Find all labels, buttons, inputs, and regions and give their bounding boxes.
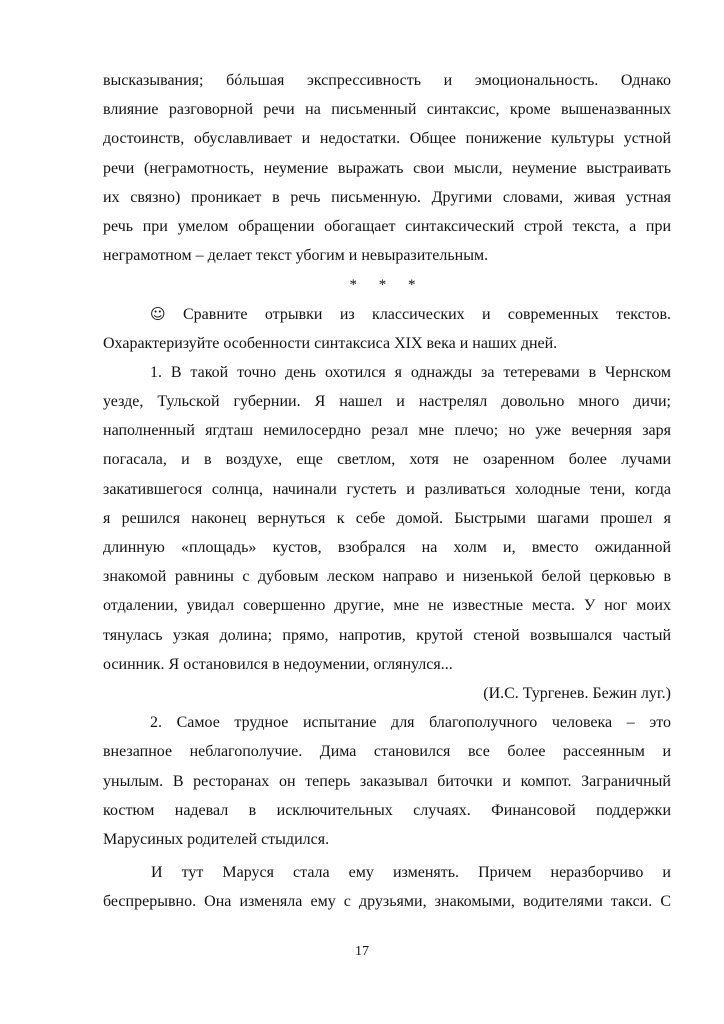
paragraph-excerpt-3 bbox=[103, 858, 671, 916]
paragraph-intro bbox=[103, 66, 671, 270]
text-line: высказывания; бóльшая экспрессивность и эмоциональность. Однако bbox=[103, 72, 671, 89]
text-line: 1. В такой точно день охотился я однажды за тетеревами в Чернском bbox=[150, 363, 671, 381]
text-line: речь при умелом обращении обогащает синтаксический строй текста, а при bbox=[103, 217, 671, 235]
text-line: погасала, и в воздухе, еще светлом, хотя не озаренном более лучами bbox=[103, 451, 671, 469]
text-line: 2. Самое трудное испытание для благополучного человека – это bbox=[150, 714, 671, 732]
task-text: Сравните отрывки из классических и современных текстов. bbox=[182, 305, 672, 323]
text-line: речи (неграмотность, неумение выражать свои мысли, неумение выстраивать bbox=[103, 159, 671, 177]
text-line: осинник. Я остановился в недоумении, оглянулся... bbox=[103, 655, 453, 673]
text-line: унылым. В ресторанах он теперь заказывал биточки и компот. Заграничный bbox=[103, 772, 671, 790]
text-line: закатившегося солнца, начинали густеть и разливаться холодные тени, когда bbox=[103, 480, 671, 498]
text-line: И тут Маруся стала ему изменять. Причем неразборчиво и bbox=[151, 864, 671, 882]
text-line: неграмотном – делает текст убогим и невыразительным. bbox=[103, 247, 489, 265]
paragraph-task bbox=[103, 300, 671, 358]
text-line: Марусиных родителей стыдился. bbox=[103, 830, 330, 848]
text-line: костюм надевал в исключительных случаях. Финансовой поддержки bbox=[103, 801, 671, 819]
smiley-icon: ☺ bbox=[150, 304, 166, 323]
document-page bbox=[103, 66, 671, 916]
text-line: тянулась узкая долина; прямо, напротив, крутой стеной возвышался частый bbox=[103, 626, 671, 644]
section-separator bbox=[103, 270, 671, 299]
paragraph-excerpt-2 bbox=[103, 708, 671, 854]
attribution: (И.С. Тургенев. Бежин луг.) bbox=[483, 684, 671, 702]
text-line: влияние разговорной речи на письменный синтаксис, кроме вышеназванных bbox=[103, 101, 671, 119]
paragraph-excerpt-1 bbox=[103, 358, 671, 679]
text-line: их связно) проникает в речь письменную. Другими словами, живая устная bbox=[103, 188, 671, 206]
text-line: внезапное неблагополучие. Дима становился все более рассеянным и bbox=[103, 743, 671, 761]
text-line: достоинств, обуславливает и недостатки. Общее понижение культуры устной bbox=[103, 130, 671, 148]
text-line: беспрерывно. Она изменяла ему с друзьями, знакомыми, водителями такси. С bbox=[103, 893, 671, 911]
text-line: я решился наконец вернуться к себе домой. Быстрыми шагами прошел я bbox=[103, 509, 671, 527]
text-line: знакомой равнины с дубовым леском направо и низенькой белой церковью в bbox=[103, 568, 671, 586]
separator-stars: * * * bbox=[349, 277, 425, 294]
text-line: Охарактеризуйте особенности синтаксиса XIX века и наших дней. bbox=[103, 334, 558, 352]
text-line: уезде, Тульской губернии. Я нашел и настрелял довольно много дичи; bbox=[103, 393, 671, 411]
page-number: 17 bbox=[355, 944, 369, 959]
text-line: длинную «площадь» кустов, взобрался на холм и, вместо ожиданной bbox=[103, 539, 671, 556]
text-line: наполненный ягдташ немилосердно резал мне плечо; но уже вечерняя заря bbox=[103, 422, 671, 440]
text-line: отдалении, увидал совершенно другие, мне не известные места. У ног моих bbox=[103, 597, 671, 615]
text-line bbox=[103, 300, 671, 329]
